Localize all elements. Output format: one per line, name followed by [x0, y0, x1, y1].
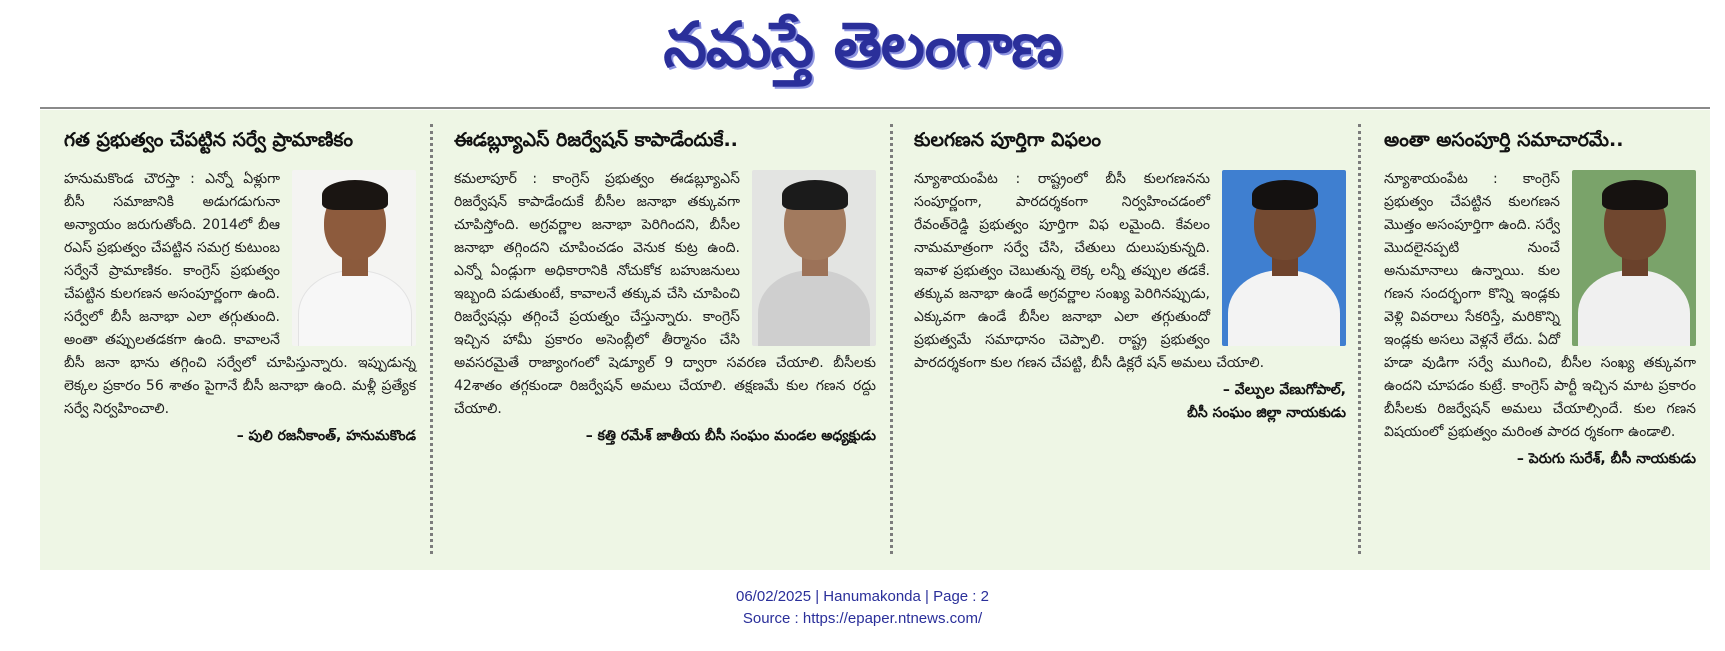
article-byline: – పులి రజనీకాంత్, హనుమకొండ: [236, 428, 416, 444]
article-byline-role: బీసీ సంఘం జిల్లా నాయకుడు: [1187, 405, 1346, 421]
portrait-photo: [292, 170, 416, 346]
portrait-photo: [1572, 170, 1696, 346]
article-4: [1360, 110, 1710, 570]
article-headline: అంతా అసంపూర్తి సమాచారమే..: [1384, 129, 1624, 151]
footer-source: Source : https://epaper.ntnews.com/: [742, 610, 983, 627]
portrait-photo: [752, 170, 876, 346]
article-headline: కులగణన పూర్తిగా విఫలం: [914, 129, 1102, 151]
article-headline: గత ప్రభుత్వం చేపట్టిన సర్వే ప్రామాణికం: [64, 129, 353, 151]
masthead-rule: [40, 107, 1710, 109]
article-byline: – కత్తి రమేశ్ జాతీయ బీసీ సంఘం మండల అధ్యక్షుడు: [585, 428, 876, 444]
page-footer: [0, 586, 1725, 630]
article-body: న్యూశాయంపేట : కాంగ్రెస్ ప్రభుత్వం చేపట్టిన కులగణన మొత్తం అసంపూర్తిగా ఉంది. సర్వే మొదలైనప్పటి నుంచే అనుమానాలు ఉన్నాయి. కుల గణన సందర్భంగా కొన్ని ఇండ్లకు వెళ్లి వివరాలు సేకరిస్తే, మరికొన్ని ఇండ్లకు అసలు వెళ్లనే లేదు. ఏదో హడా వుడిగా సర్వే ముగించి, బీసీల సంఖ్య తక్కువగా ఉందని చూపడం కుట్రే. కాంగ్రెస్ పార్టీ ఇచ్చిన మాట ప్రకారం బీసీలకు రిజర్వేషన్ అమలు చేయాల్సిందే. కుల గణన విషయంలో ప్రభుత్వం మరింత పారద ర్శకంగా ఉండాలి.: [1384, 171, 1696, 440]
article-byline: – పెరుగు సురేశ్, బీసీ నాయకుడు: [1516, 451, 1696, 467]
portrait-photo: [1222, 170, 1346, 346]
footer-date-page: 06/02/2025 | Hanumakonda | Page : 2: [736, 588, 989, 605]
article-headline: ఈడబ్ల్యూఎస్ రిజర్వేషన్ కాపాడేందుకే..: [454, 129, 738, 151]
article-2: [430, 110, 890, 570]
newspaper-title: నమస్తే తెలంగాణ: [663, 8, 1062, 81]
masthead: [0, 0, 1725, 100]
article-1: [40, 110, 430, 570]
article-body: న్యూశాయంపేట : రాష్ట్రంలో బీసీ కులగణనను సంపూర్ణంగా, పారదర్శకంగా నిర్వహించడంలో రేవంత్‌రెడ్డి ప్రభుత్వం పూర్తిగా విఫ లమైంది. కేవలం నామమాత్రంగా సర్వే చేసి, చేతులు దులుపుకున్నది. ఇవాళ ప్రభుత్వం చెబుతున్న లెక్క లన్నీ తప్పుల తడకే. తక్కువ జనాభా ఉండే అగ్రవర్ణాల సంఖ్య పెరిగినప్పుడు, ఎక్కువగా ఉండే బీసీల జనాభా ఎలా తగ్గుతుందో ప్రభుత్వమే సమాధానం చెప్పాలి. రాష్ట్ర ప్రభుత్వం పారదర్శకంగా కుల గణన చేపట్టి, బీసీ డిక్లరే షన్ అమలు చేయాలి.: [914, 171, 1265, 371]
article-body: హనుమకొండ చౌరస్తా : ఎన్నో ఏళ్లుగా బీసీ సమాజానికి అడుగడుగునా అన్యాయం జరుగుతోంది. 2014లో బీఆ రఎస్ ప్రభుత్వం చేపట్టిన సమగ్ర కుటుంబ సర్వేనే ప్రామాణికం. కాంగ్రెస్ ప్రభుత్వం చేపట్టిన కులగణన అసంపూర్ణంగా ఉంది. సర్వేలో బీసీ జనాభా ఎలా తగ్గుతుంది. అంతా తప్పులతడకగా ఉంది. కావాలనే బీసీ జనా భాను తగ్గించి సర్వేలో చూపిస్తున్నారు. ఇప్పుడున్న లెక్కల ప్రకారం 56 శాతం పైగానే బీసీ జనాభా ఉంది. మళ్లీ ప్రత్యేక సర్వే నిర్వహించాలి.: [64, 171, 416, 417]
article-3: [890, 110, 1360, 570]
article-byline: – వేల్పుల వేణుగోపాల్,: [1222, 382, 1346, 398]
article-body: కమలాపూర్ : కాంగ్రెస్ ప్రభుత్వం ఈడబ్ల్యూఎస్ రిజర్వేషన్ కాపాడేందుకే బీసీల జనాభా తక్కువగా చూపిస్తోంది. అగ్రవర్ణాల జనాభా పెరిగిందని, బీసీల జనాభా తగ్గిందని చూపించడం వెనుక కుట్ర ఉంది. ఎన్నో ఏండ్లుగా అధికారానికి నోచుకోక బహుజనులు ఇబ్బంది పడుతుంటే, కావాలనే తక్కువ చేసి చూపించి రిజర్వేషన్లు తగ్గించే ప్రయత్నం చేస్తున్నారు. కాంగ్రెస్ ఇచ్చిన హామీ ప్రకారం అసెంబ్లీలో తీర్మానం చేసి అవసరమైతే రాజ్యాంగంలో షెడ్యూల్ 9 ద్వారా సవరణ చేయాలి. బీసీలకు 42శాతం తగ్గకుండా రిజర్వేషన్ అమలు చేయాలి. తక్షణమే కుల గణన రద్దు చేయాలి.: [454, 171, 876, 417]
article-panel: [40, 110, 1710, 570]
